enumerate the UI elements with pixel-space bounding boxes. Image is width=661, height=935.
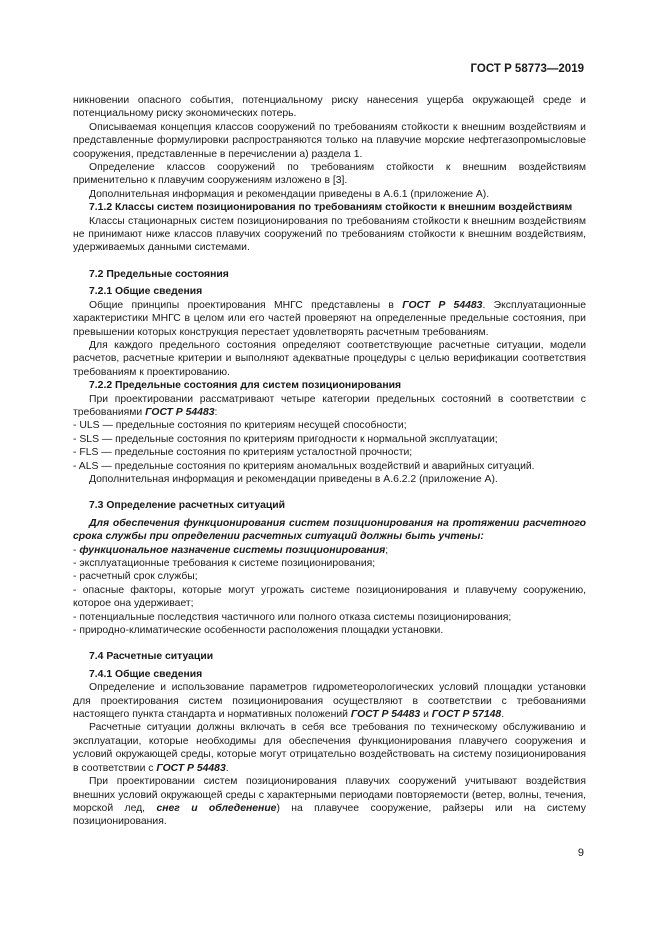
section-heading-7-3: 7.3 Определение расчетных ситуаций [89, 500, 286, 512]
paragraph: Классы стационарных систем позиционирования по требованиям стойкости к внешним воздействиям не принимают ниже классов плавучих сооружений по требованиям стойкости к внешним воздействиям, удерживаемых данными системами. [73, 215, 586, 254]
paragraph: При проектировании систем позиционирования плавучих сооружений учитывают воздействия внешних условий окружающей среды с характерными периодами повторяемости (ветер, волны, течения, морской лед, снег и обледенение) на плавучее сооружение, райзеры или на систему позиционирования. [73, 776, 587, 828]
document-body [73, 94, 586, 829]
document-header: ГОСТ Р 58773—2019 [470, 63, 584, 75]
paragraph: Описываемая концепция классов сооружений по требованиям стойкости к внешним воздействиям и представленные формулировки распространяются только на плавучие морские нефтегазопромысловые сооружения, представленные в перечислении а) раздела 1. [73, 121, 586, 160]
paragraph: Для обеспечения функционирования систем позиционирования на протяжении расчетного срока службы при определении расчетных ситуаций должны быть учтены: [73, 517, 586, 543]
paragraph: Для каждого предельного состояния определяют соответствующие расчетные ситуации, модели расчетов, расчетные критерии и выполняют адекватные процедуры с целью верификации соответствия требованиям к проектированию. [73, 339, 586, 378]
standard-reference: ГОСТ Р 54483 [402, 299, 483, 311]
section-heading-7-2-1: 7.2.1 Общие сведения [89, 286, 203, 298]
paragraph: Определение классов сооружений по требованиям стойкости к внешним воздействиям применительно к плавучим сооружениям изложено в [3]. [73, 162, 586, 187]
list-item: - природно-климатические особенности расположения площадки установки. [73, 624, 586, 637]
section-heading-7-2-2: 7.2.2 Предельные состояния для систем позиционирования [89, 380, 402, 392]
paragraph: Дополнительная информация и рекомендации приведены в А.6.2.2 (приложение А). [89, 473, 498, 485]
list-item: - эксплуатационные требования к системе позиционирования; [73, 557, 586, 570]
paragraph: Дополнительная информация и рекомендации приведены в А.6.1 (приложение А). [89, 188, 490, 200]
paragraph: никновении опасного события, потенциальному риску нанесения ущерба окружающей среде и потенциальному риску экономических потерь. [73, 95, 586, 120]
list-item: - FLS — предельные состояния по критериям усталостной прочности; [73, 446, 586, 459]
list-item: - ALS — предельные состояния по критериям аномальных воздействий и аварийных ситуаций. [73, 460, 586, 473]
list-item: - ULS — предельные состояния по критериям несущей способности; [73, 419, 586, 432]
list-item: - опасные факторы, которые могут угрожать системе позиционирования и плавучему сооружению, которое она удерживает; [73, 584, 586, 611]
list-item: - SLS — предельные состояния по критериям пригодности к нормальной эксплуатации; [73, 433, 586, 446]
section-heading-7-2: 7.2 Предельные состояния [89, 268, 229, 280]
section-heading-7-4: 7.4 Расчетные ситуации [89, 651, 214, 663]
paragraph: Общие принципы проектирования МНГС представлены в ГОСТ Р 54483. Эксплуатационные характеристики МНГС в целом или его частей проверяют на определенные предельные состояния, при превышении которых конструкция перестает удовлетворять расчетным требованиям. [73, 299, 586, 338]
paragraph: Определение и использование параметров гидрометеорологических условий площадки установки для проектирования систем позиционирования осуществляют в соответствии с требованиями настоящего пункта стандарта и нормативных положений ГОСТ Р 54483 и ГОСТ Р 57148. [73, 682, 586, 721]
paragraph: При проектировании рассматривают четыре категории предельных состояний в соответствии с требованиями ГОСТ Р 54483: [73, 393, 586, 418]
standard-reference: ГОСТ Р 54483 [145, 406, 215, 418]
page-number: 9 [577, 846, 584, 859]
section-heading-7-1-2: 7.1.2 Классы систем позиционирования по требованиям стойкости к внешним воздействиям [89, 202, 573, 214]
list-item: - функциональное назначение системы позиционирования; [73, 544, 586, 557]
list-item: - расчетный срок службы; [73, 570, 586, 583]
list-item: - потенциальные последствия частичного или полного отказа системы позиционирования; [73, 611, 586, 624]
section-heading-7-4-1: 7.4.1 Общие сведения [89, 668, 203, 680]
paragraph: Расчетные ситуации должны включать в себя все требования по техническому обслуживанию и эксплуатации, которые необходимы для обеспечения функционирования плавучего сооружения и условий окружающей среды, которые могут отрицательно воздействовать на систему позиционирования в соответствии с ГОСТ Р 54483. [73, 722, 586, 774]
